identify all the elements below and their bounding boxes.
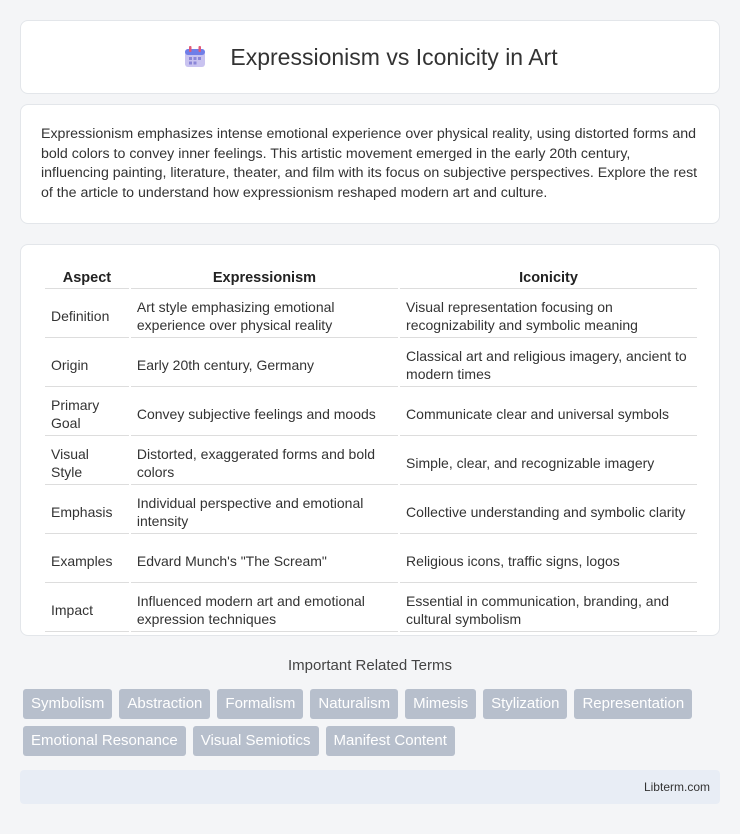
related-terms-list xyxy=(23,689,713,756)
related-term-tag[interactable]: Visual Semiotics xyxy=(193,726,319,756)
related-term-tag[interactable]: Manifest Content xyxy=(326,726,455,756)
cell-iconicity: Simple, clear, and recognizable imagery xyxy=(400,436,697,485)
header-iconicity: Iconicity xyxy=(400,265,697,289)
cell-iconicity: Visual representation focusing on recognizability and symbolic meaning xyxy=(400,289,697,338)
intro-text: Expressionism emphasizes intense emotional experience over physical reality, using distorted forms and bold colors to convey inner feelings. This artistic movement emerged in the early 20th century, influencing painting, literature, theater, and film with its focus on subjective perspectives. Explore the rest of the article to understand how expressionism reshaped modern art and culture. xyxy=(41,126,698,201)
related-term-tag[interactable]: Naturalism xyxy=(310,689,398,719)
cell-aspect: Examples xyxy=(45,534,129,583)
cell-aspect: Visual Style xyxy=(45,436,129,485)
cell-expressionism: Edvard Munch's "The Scream" xyxy=(131,534,398,583)
table-row xyxy=(45,583,697,632)
cell-expressionism: Distorted, exaggerated forms and bold colors xyxy=(131,436,398,485)
table-row xyxy=(45,338,697,387)
cell-aspect: Impact xyxy=(45,583,129,632)
table-header-row xyxy=(45,265,697,289)
cell-aspect: Emphasis xyxy=(45,485,129,534)
calendar-icon xyxy=(182,44,208,70)
cell-expressionism: Art style emphasizing emotional experience over physical reality xyxy=(131,289,398,338)
table-row xyxy=(45,289,697,338)
comparison-table xyxy=(43,265,699,632)
cell-expressionism: Early 20th century, Germany xyxy=(131,338,398,387)
header-aspect: Aspect xyxy=(45,265,129,289)
cell-iconicity: Essential in communication, branding, and cultural symbolism xyxy=(400,583,697,632)
comparison-table-card xyxy=(20,244,720,636)
related-term-tag[interactable]: Stylization xyxy=(483,689,567,719)
cell-iconicity: Religious icons, traffic signs, logos xyxy=(400,534,697,583)
cell-aspect: Definition xyxy=(45,289,129,338)
footer-link[interactable]: Libterm.com xyxy=(643,780,710,794)
table-row xyxy=(45,534,697,583)
cell-iconicity: Classical art and religious imagery, ancient to modern times xyxy=(400,338,697,387)
cell-expressionism: Influenced modern art and emotional expression techniques xyxy=(131,583,398,632)
cell-iconicity: Collective understanding and symbolic clarity xyxy=(400,485,697,534)
related-term-tag[interactable]: Symbolism xyxy=(23,689,112,719)
related-term-tag[interactable]: Abstraction xyxy=(119,689,210,719)
cell-aspect: Origin xyxy=(45,338,129,387)
intro-card xyxy=(20,104,720,224)
cell-expressionism: Individual perspective and emotional intensity xyxy=(131,485,398,534)
cell-expressionism: Convey subjective feelings and moods xyxy=(131,387,398,436)
table-row xyxy=(45,436,697,485)
cell-aspect: Primary Goal xyxy=(45,387,129,436)
related-term-tag[interactable]: Formalism xyxy=(217,689,303,719)
table-row xyxy=(45,485,697,534)
cell-iconicity: Communicate clear and universal symbols xyxy=(400,387,697,436)
related-term-tag[interactable]: Representation xyxy=(574,689,692,719)
related-terms-title: Important Related Terms xyxy=(288,657,452,674)
header-expressionism: Expressionism xyxy=(131,265,398,289)
table-row xyxy=(45,387,697,436)
related-term-tag[interactable]: Emotional Resonance xyxy=(23,726,186,756)
title-card xyxy=(20,20,720,94)
page-title: Expressionism vs Iconicity in Art xyxy=(230,43,558,70)
footer xyxy=(20,770,720,804)
related-term-tag[interactable]: Mimesis xyxy=(405,689,476,719)
